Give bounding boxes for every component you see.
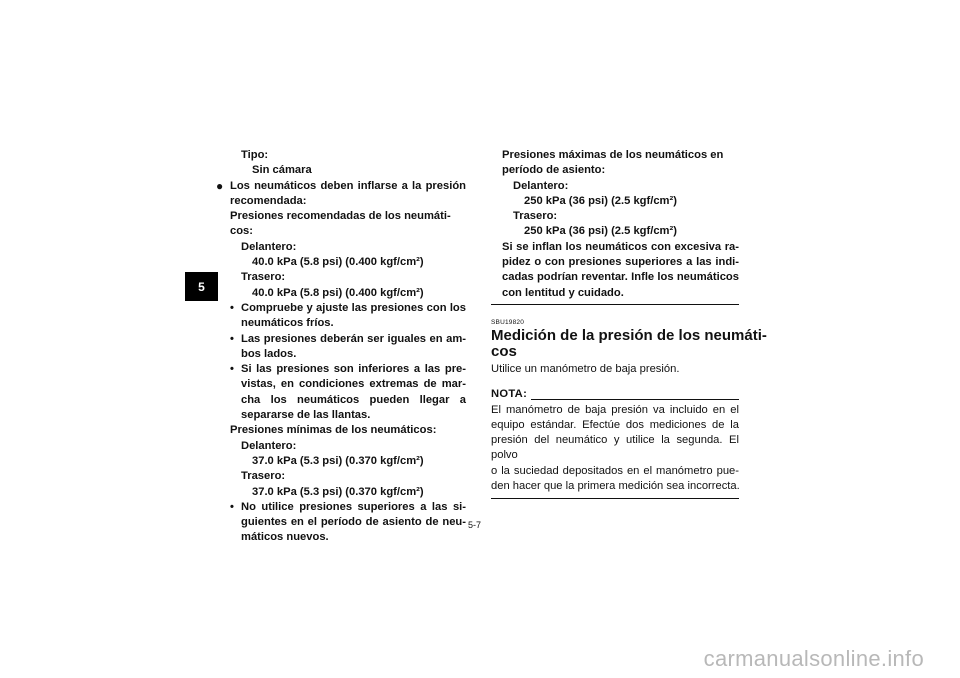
chapter-tab: 5 — [185, 272, 218, 301]
nota-line: El manómetro de baja presión va incluido en el — [491, 403, 739, 416]
nota-rule — [531, 399, 739, 400]
nota-line: den hacer que la primera medición sea incorrecta. — [491, 480, 740, 493]
bullet-item — [230, 500, 466, 546]
warning-line: con lentitud y cuidado. — [502, 286, 624, 299]
section-heading — [491, 326, 767, 360]
bullet-line: bos lados. — [241, 347, 297, 360]
min-rear-label: Trasero: — [241, 470, 286, 483]
max-front-label: Delantero: — [513, 179, 569, 192]
nota-label: NOTA: — [491, 388, 528, 401]
warning-line: cadas podrían reventar. Infle los neumáticos — [502, 271, 739, 284]
section-code: SBU19820 — [491, 318, 525, 326]
section-divider — [491, 304, 739, 305]
tipo-value: Sin cámara — [252, 164, 312, 177]
front-value: 40.0 kPa (5.8 psi) (0.400 kgf/cm²) — [252, 256, 424, 269]
min-rear-value: 37.0 kPa (5.3 psi) (0.370 kgf/cm²) — [252, 485, 424, 498]
heading-line: Medición de la presión de los neumáti- — [491, 326, 767, 344]
recommended-line: Presiones recomendadas de los neumáti- — [230, 210, 451, 223]
nota-line: o la suciedad depositados en el manómetro pue- — [491, 464, 739, 477]
page-number: 5-7 — [468, 520, 482, 530]
bullet-line: Si las presiones son inferiores a las pre- — [241, 363, 466, 376]
bullet-line: separarse de las llantas. — [241, 409, 371, 422]
warning-line: Si se inflan los neumáticos con excesiva ra- — [502, 240, 739, 253]
watermark: carmanualsonline.info — [703, 646, 924, 671]
bullet-icon: • — [230, 363, 234, 376]
bullet-line: neumáticos fríos. — [241, 317, 334, 330]
rear-value: 40.0 kPa (5.8 psi) (0.400 kgf/cm²) — [252, 286, 424, 299]
right-column — [491, 148, 767, 499]
rear-label: Trasero: — [241, 271, 286, 284]
tipo-label: Tipo: — [241, 149, 269, 161]
nota-end-rule — [491, 498, 739, 499]
warning-line: pidez o con presiones superiores a las indi- — [502, 256, 739, 269]
bullet-line: máticos nuevos. — [241, 531, 329, 544]
bullet-icon: • — [230, 332, 234, 345]
bullet-icon: • — [230, 301, 234, 314]
max-line: período de asiento: — [502, 164, 606, 177]
min-front-value: 37.0 kPa (5.3 psi) (0.370 kgf/cm²) — [252, 454, 424, 467]
nota-line: presión del neumático y utilice la segunda. El polvo — [491, 434, 739, 462]
max-pressure-block — [491, 148, 739, 301]
nota-body — [491, 403, 739, 495]
bullet-line: Compruebe y ajuste las presiones con los — [241, 301, 466, 314]
max-rear-value: 250 kPa (36 psi) (2.5 kgf/cm²) — [524, 225, 677, 238]
bullet-icon: • — [230, 500, 234, 513]
bullet-line: No utilice presiones superiores a las si- — [241, 500, 466, 513]
inflate-line: Los neumáticos deben inflarse a la presión — [230, 179, 466, 192]
bullet-item — [230, 301, 466, 332]
max-line: Presiones máximas de los neumáticos en — [502, 149, 724, 161]
bullet-line: Las presiones deberán ser iguales en am- — [241, 332, 466, 345]
max-front-value: 250 kPa (36 psi) (2.5 kgf/cm²) — [524, 194, 677, 207]
inflate-line: recomendada: — [230, 194, 307, 207]
bullet-line: guientes en el período de asiento de neu- — [241, 516, 466, 529]
recommended-line: cos: — [230, 225, 254, 238]
left-column — [216, 148, 466, 546]
nota-header — [491, 387, 739, 402]
front-label: Delantero: — [241, 240, 297, 253]
bullet-line: vistas, en condiciones extremas de mar- — [241, 378, 466, 391]
min-front-label: Delantero: — [241, 439, 297, 452]
inflate-paragraph — [216, 178, 466, 210]
max-rear-label: Trasero: — [513, 210, 558, 223]
disc-bullet-icon: ● — [216, 178, 224, 193]
bullet-item — [230, 332, 466, 363]
minimum-label: Presiones mínimas de los neumáticos: — [230, 424, 437, 437]
bullet-line: cha los neumáticos pueden llegar a — [241, 393, 466, 406]
heading-line: cos — [491, 342, 517, 360]
bullet-item — [230, 362, 466, 423]
nota-line: equipo estándar. Efectúe dos mediciones de la — [491, 418, 739, 431]
intro-text: Utilice un manómetro de baja presión. — [491, 362, 680, 375]
